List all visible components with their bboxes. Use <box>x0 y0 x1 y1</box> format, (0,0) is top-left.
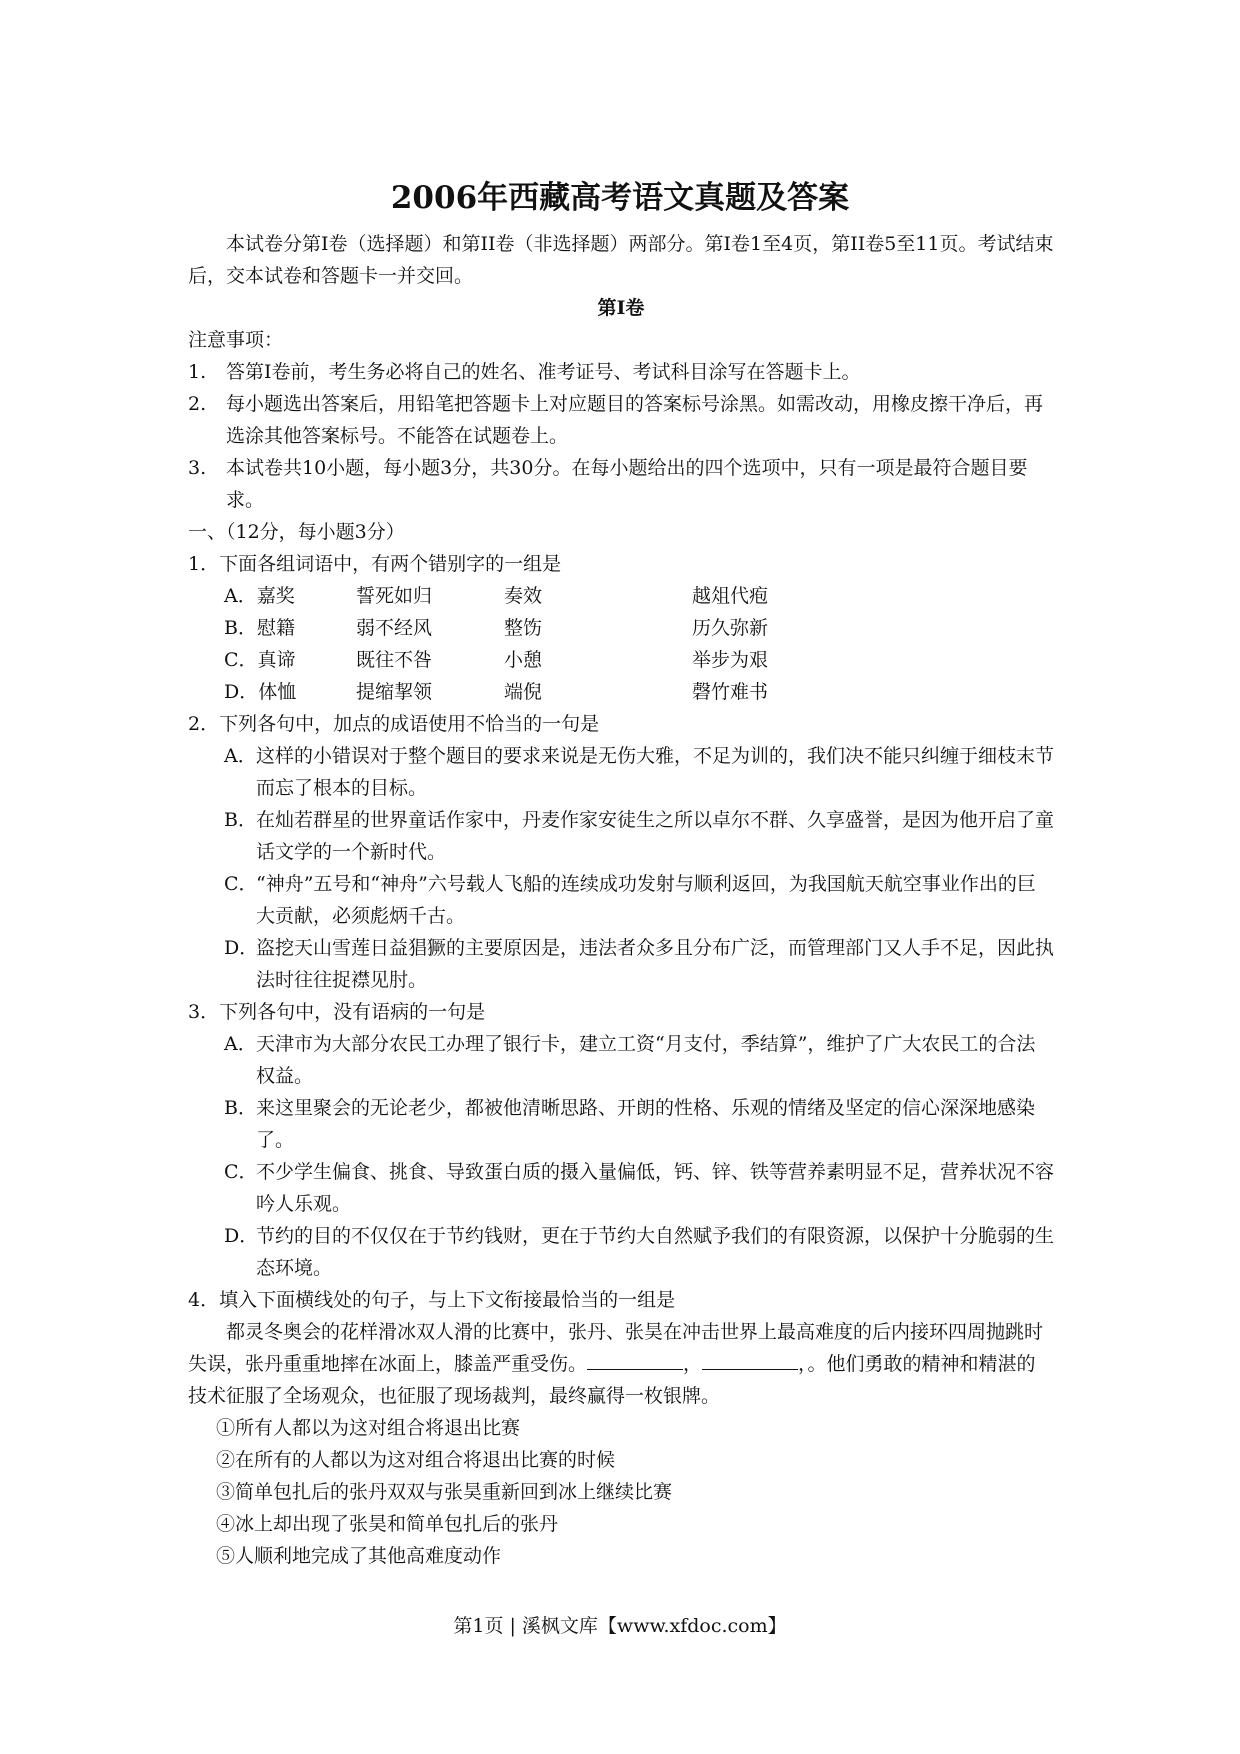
question-3-option: B． 来这里聚会的无论老少，都被他清晰思路、开朗的性格、乐观的情绪及坚定的信心深深地感染了。 <box>224 1097 1036 1151</box>
notice-item: 1. 答第I卷前，考生务必将自己的姓名、准考证号、考试科目涂写在答题卡上。 <box>188 361 861 383</box>
part-heading: 一、（12分，每小题3分） <box>188 521 405 543</box>
option-row: B．慰籍 弱不经风 整饬 历久弥新 <box>224 617 769 639</box>
question-1-stem: 1．下面各组词语中，有两个错别字的一组是 <box>188 553 562 575</box>
question-2-option: D． 盗挖天山雪莲日益猖獗的主要原因是，违法者众多且分布广泛，而管理部门又人手不足，因此执法时往往捉襟见肘。 <box>224 937 1055 991</box>
question-4-choice: ④冰上却出现了张昊和简单包扎后的张丹 <box>216 1513 559 1535</box>
option-row: C．真谛 既往不咎 小憩 举步为艰 <box>224 649 769 671</box>
document-body <box>188 228 1054 1572</box>
answer-blank <box>702 1351 798 1370</box>
section-title: 第I卷 <box>597 297 645 319</box>
document-title: 2006年西藏高考语文真题及答案 <box>390 180 850 216</box>
question-4-choice: ①所有人都以为这对组合将退出比赛 <box>216 1417 521 1439</box>
question-2-option: A． 这样的小错误对于整个题目的要求来说是无伤大雅，不足为训的，我们决不能只纠缠于细枝末节而忘了根本的目标。 <box>224 745 1055 799</box>
question-2-option: B． 在灿若群星的世界童话作家中，丹麦作家安徒生之所以卓尔不群、久享盛誉，是因为他开启了童话文学的一个新时代。 <box>224 809 1055 863</box>
question-3-option: D． 节约的目的不仅仅在于节约钱财，更在于节约大自然赋予我们的有限资源，以保护十分脆弱的生态环境。 <box>224 1225 1055 1279</box>
page-footer: 第1页 | 溪枫文库【www.xfdoc.com】 <box>453 1615 787 1637</box>
question-2-stem: 2．下列各句中，加点的成语使用不恰当的一句是 <box>188 713 600 735</box>
question-4-choice: ⑤人顺利地完成了其他高难度动作 <box>216 1545 502 1567</box>
question-4-stem: 4．填入下面横线处的句子，与上下文衔接最恰当的一组是 <box>188 1289 676 1311</box>
question-3-stem: 3．下列各句中，没有语病的一句是 <box>188 1001 486 1023</box>
question-4-choice: ②在所有的人都以为这对组合将退出比赛的时候 <box>216 1449 616 1471</box>
question-3-option: C． 不少学生偏食、挑食、导致蛋白质的摄入量偏低，钙、锌、铁等营养素明显不足，营养状况不容吟人乐观。 <box>224 1161 1055 1215</box>
intro-paragraph: 本试卷分第I卷（选择题）和第II卷（非选择题）两部分。第I卷1至4页，第II卷5至11页。考试结束后，交本试卷和答题卡一并交回。 <box>188 233 1054 287</box>
notice-item: 3. 本试卷共10小题，每小题3分，共30分。在每小题给出的四个选项中，只有一项是最符合题目要求。 <box>188 457 1028 511</box>
question-4-passage: 都灵冬奥会的花样滑冰双人滑的比赛中，张丹、张昊在冲击世界上最高难度的后内接环四周抛跳时失误，张丹重重地摔在冰面上，膝盖严重受伤。 ， ，。他们勇敢的精神和精湛的技术征服了全场观众，也征服了现场裁判，最终赢得一枚银牌。 <box>188 1321 1044 1407</box>
question-4-choice: ③简单包扎后的张丹双双与张昊重新回到冰上继续比赛 <box>216 1481 673 1503</box>
notice-heading: 注意事项： <box>188 329 284 351</box>
question-1-options <box>224 580 1054 708</box>
question-2-option: C． “神舟”五号和“神舟”六号载人飞船的连续成功发射与顺利返回，为我国航天航空事业作出的巨大贡献，必须彪炳千古。 <box>224 873 1036 927</box>
option-row: D．体恤 提缩挈领 端倪 磬竹难书 <box>224 681 769 703</box>
notice-item: 2. 每小题选出答案后，用铅笔把答题卡上对应题目的答案标号涂黑。如需改动，用橡皮擦干净后，再选涂其他答案标号。不能答在试题卷上。 <box>188 393 1044 447</box>
question-3-option: A． 天津市为大部分农民工办理了银行卡，建立工资“月支付，季结算”，维护了广大农民工的合法权益。 <box>224 1033 1036 1087</box>
option-row: A．嘉奖 誓死如归 奏效 越俎代疱 <box>224 585 769 607</box>
answer-blank <box>587 1351 683 1370</box>
